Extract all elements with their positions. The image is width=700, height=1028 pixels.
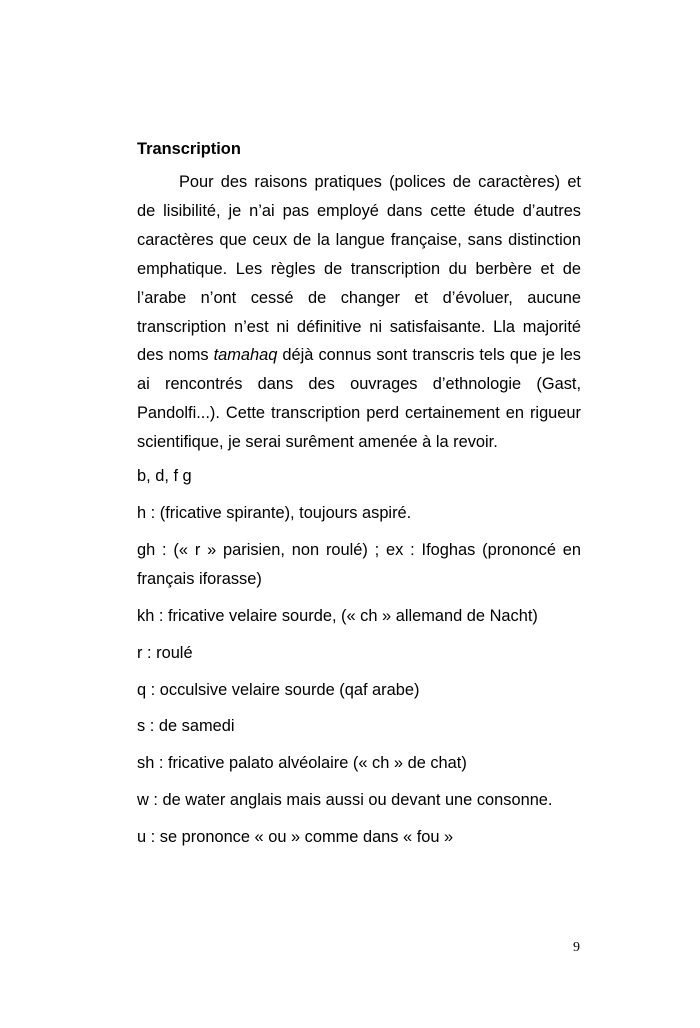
paragraph-text-part-2: déjà connus sont transcris tels que je les ai rencontrés dans des ouvrages d’ethnologie (Gast, Pandolfi...). Cette transcription perd certainement en rigueur scientifique, je serai surêment amenée à la revoir. [137,346,581,452]
paragraph-text-part-1: Pour des raisons pratiques (polices de caractères) et de lisibilité, je n’ai pas employé dans cette étude d’autres caractères que ceux de la langue française, sans distinction emphatique. Les règles de transcription du berbère et de l’arabe n’ont cessé de changer et d’évoluer, aucune transcription n’est ni définitive ni satisfaisante. Lla majorité des noms [137,173,581,365]
intro-paragraph [137,168,581,457]
document-body [137,136,581,860]
transcription-entry-kh: kh : fricative velaire sourde, (« ch » allemand de Nacht) [137,606,538,625]
page-number: 9 [573,940,580,955]
section-heading: Transcription [137,140,241,158]
transcription-entry-h: h : (fricative spirante), toujours aspiré. [137,503,412,522]
transcription-entry-u: u : se prononce « ou » comme dans « fou » [137,828,454,847]
transcription-entry-bdfg: b, d, f g [137,467,192,486]
transcription-entry-s: s : de samedi [137,717,235,736]
transcription-entry-q: q : occulsive velaire sourde (qaf arabe) [137,680,420,699]
paragraph-emphasis: tamahaq [213,346,278,365]
transcription-entry-w: w : de water anglais mais aussi ou devant une consonne. [137,791,553,810]
transcription-entry-sh: sh : fricative palato alvéolaire (« ch » de chat) [137,754,467,773]
transcription-entry-gh: gh : (« r » parisien, non roulé) ; ex : Ifoghas (prononcé en français iforasse) [137,540,581,588]
transcription-list [137,462,581,852]
transcription-entry-r: r : roulé [137,643,193,662]
